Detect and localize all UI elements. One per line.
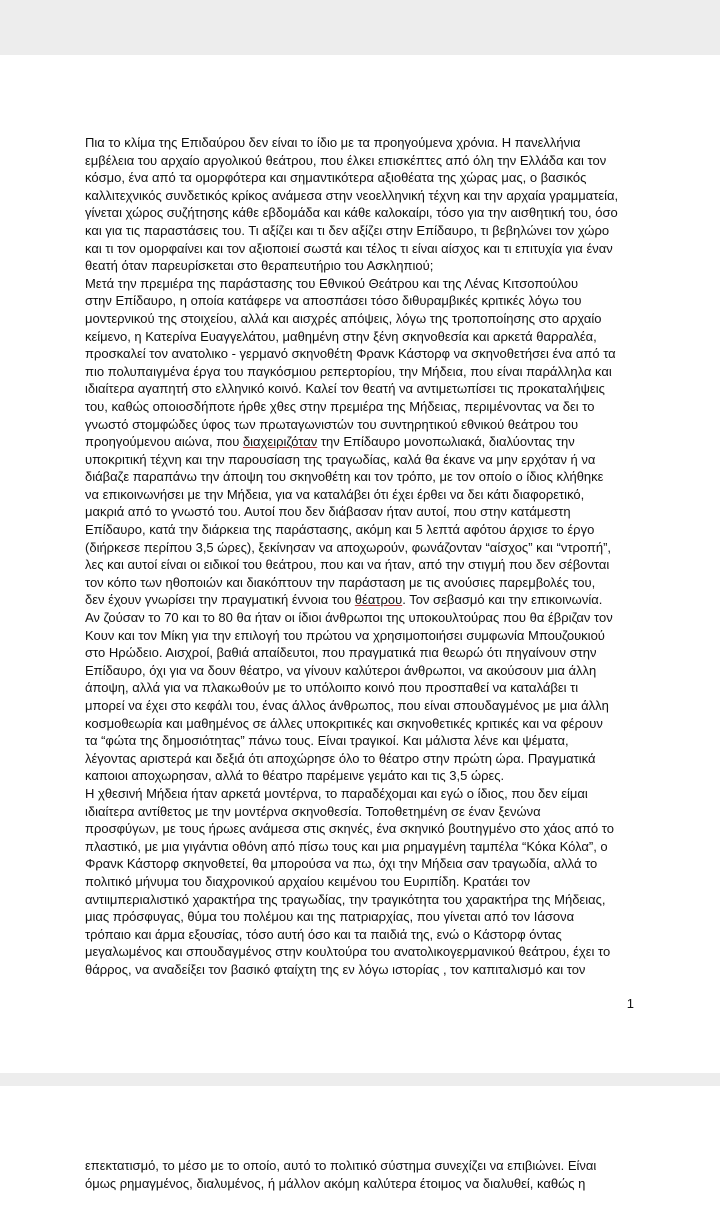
document-page-2 [0, 1086, 720, 1226]
page-number: 1 [626, 996, 634, 1011]
text-line: άποψη, αλλά για να πλακωθούν με το υπόλοιπο κοινό που προσπαθεί να καταλάβει τι [85, 680, 579, 696]
text-line: μακριά από το γνωστό του. Αυτοί που δεν διάβασαν ήταν αυτοί, που στην κατάμεστη [85, 504, 571, 520]
text-line: θάρρος, να αναδείξει τον βασικό φταίχτη της εν λόγω ιστορίας , τον καπιταλισμό και τον [85, 961, 586, 977]
spellcheck-underline: θέατρου [354, 592, 403, 608]
text-line: ιδιαίτερα αντίθετος με την μοντέρνα σκηνοθεσία. Τοποθετημένη σε έναν ξενώνα [85, 803, 541, 819]
text-line: προσφύγων, με τους ήρωες ανάμεσα στις σκηνές, ένα σκηνικό βουτηγμένο στο χάος από το [85, 821, 614, 837]
text-line: Πια το κλίμα της Επιδαύρου δεν είναι το ίδιο με τα προηγούμενα χρόνια. Η πανελλήνια [85, 135, 581, 150]
text-line: αντιιμπεριαλιστικό χαρακτήρα της τραγωδίας, την τραγικότητα του χαρακτήρα της Μήδειας, [85, 891, 606, 907]
text-line: να επικοινωνήσει με την Μήδεια, για να καταλάβει ότι έχει έρθει να δει κάτι διαφορετικό, [85, 486, 585, 502]
text-line: του, καθώς οποιοσδήποτε ήρθε χθες στην πρεμιέρα της Μήδειας, περιμένοντας να δει το [85, 398, 595, 414]
text-line: επεκτατισμό, το μέσο με το οποίο, αυτό το πολιτικό σύστημα συνεχίζει να επιβιώνει. Είναι [85, 1158, 597, 1173]
text-line: Μετά την πρεμιέρα της παράστασης του Εθνικού Θεάτρου και της Λένας Κιτσοπούλου [85, 275, 579, 291]
text-line: στο Ηρώδειο. Αισχροί, βαθιά απαίδευτοι, που πραγματικά πια θεωρώ ότι πηγαίνουν στην [85, 645, 597, 661]
text-line: και για τις παραστάσεις του. Τι αξίζει και τι δεν αξίζει στην Επίδαυρο, τι βεβηλώνει τον χώρο [85, 222, 610, 238]
text-line: κείμενο, η Κατερίνα Ευαγγελάτου, μαθημένη στην ξένη σκηνοθεσία και αρκετά θαρραλέα, [85, 328, 597, 344]
text-line: δεν έχουν γνωρίσει την πραγματική έννοια του θέατρου. Τον σεβασμό και την επικοινωνία. [85, 592, 603, 608]
text-line: στην Επίδαυρο, η οποία κατάφερε να αποσπάσει τόσο διθυραμβικές κριτικές λόγω του [85, 293, 582, 309]
text-line: θεατή όταν παρευρίσκεται στο θεραπευτήριο του Ασκληπιού; [85, 258, 434, 274]
text-line: μπορεί να έχει στο κεφάλι του, ένας άλλος άνθρωπος, που είναι σπουδαγμένος με μια άλλη [85, 698, 609, 713]
text-line: προσκαλεί τον ανατολικο - γερμανό σκηνοθέτη Φρανκ Κάστορφ να σκηνοθετήσει ένα από τα [85, 346, 616, 362]
text-line: τα “φώτα της δημοσιότητας” πάνω τους. Είναι τραγικοί. Και μάλιστα λένε και ψέματα, [85, 733, 569, 749]
text-line: τον κόπο των ηθοποιών και διακόπτουν την παράσταση με τις ανούσιες παρεμβολές του, [85, 574, 596, 590]
text-line: καλλιτεχνικός συνδετικός κρίκος ανάμεσα στην νεοελληνική τέχνη και την αρχαία γραμματεία, [85, 187, 619, 203]
text-line: πολιτικό μήνυμα του διαχρονικού αρχαίου κειμένου του Ευριπίδη. Κρατάει τον [85, 873, 531, 889]
text-line: Κουν και τον Μίκη για την επιλογή του πρώτου να χρησιμοποιήσει συμφωνία Μπουζουκιού [85, 627, 605, 643]
text-line: Επίδαυρο, κατά την διάρκεια της παράστασης, ακόμη και 5 λεπτά αφότου άρχισε το έργο [85, 522, 595, 538]
text-line: κοσμοθεωρία και μαθημένος σε άλλες υποκριτικές και σκηνοθετικές κριτικές και να φέρουν [85, 715, 603, 731]
text-line: υποκριτική τέχνη και την παρουσίαση της τραγωδίας, καλά θα έκανε να μην ερχόταν ή να [85, 451, 596, 467]
text-line: διάβαζε παραπάνω την άποψη του σκηνοθέτη και τον τρόπο, με τον οποίο ο ίδιος κλήθηκε [85, 469, 604, 485]
text-line: και τι τον ομορφαίνει και τον αξιοποιεί σωστά και τέλος τι είναι αίσχος και τι επιτυχία για έναν [85, 240, 613, 256]
text-line: προηγούμενου αιώνα, που διαχειριζόταν την Επίδαυρο μονοπωλιακά, διαλύοντας την [85, 434, 575, 450]
text-line: μοντερνικού της στοιχείου, αλλά και αισχρές απόψεις, λόγω της τροποποίησης στο αρχαίο [85, 310, 602, 326]
text-line: γίνεται χώρος συζήτησης κάθε εβδομάδα και κάθε καλοκαίρι, τόσο για την αισθητική του, όσο [85, 205, 618, 221]
text-line: μιας πρόσφυγας, θύμα του πολέμου και της πατριαρχίας, που γίνεται από τον Ιάσονα [85, 909, 575, 925]
text-line: όμως ρημαγμένος, διαλυμένος, ή μάλλον ακόμη καλύτερα έτοιμος να διαλυθεί, καθώς η [85, 1175, 586, 1191]
text-line: λέγοντας αριστερά και δεξιά ότι αποχώρησε όλο το θέατρο στην πρώτη ώρα. Πραγματικά [85, 750, 596, 766]
page-1-body-text [85, 134, 665, 979]
text-line: κόσμο, ένα από τα ομορφότερα και σημαντικότερα αξιοθέατα της χώρας μας, ο βασικός [85, 170, 587, 186]
text-line: εμβέλεια του αρχαίο αργολικού θεάτρου, που έλκει επισκέπτες από όλη την Ελλάδα και τον [85, 152, 607, 168]
text-line: Φρανκ Κάστορφ σκηνοθετεί, θα μπορούσα να πω, όχι την Μήδεια σαν τραγωδία, αλλά το [85, 856, 598, 872]
text-line: λες και αυτοί είναι οι ειδικοί του θεάτρου, που και να ήταν, από την στιγμή που δεν σέβονται [85, 557, 610, 573]
text-line: καποιοι αποχωρησαν, αλλά το θέατρο παρέμεινε γεμάτο και τις 3,5 ώρες. [85, 768, 505, 784]
document-page-1 [0, 55, 720, 1073]
text-line: πλαστικό, με μια γιγάντια οθόνη από πίσω τους και μια ρημαγμένη ταμπέλα “Κόκα Κόλα”, ο [85, 838, 608, 854]
text-line: (διήρκεσε περίπου 3,5 ώρες), ξεκίνησαν να αποχωρούν, φωνάζονταν “αίσχος” και “ντροπή”, [85, 539, 612, 555]
text-line: ιδιαίτερα αγαπητή στο ελληνικό κοινό. Καλεί τον θεατή να αντιμετωπίσει τις προκαταλήψεις [85, 381, 605, 397]
spellcheck-underline: διαχειριζόταν [242, 434, 318, 450]
page-2-body-text [85, 1157, 665, 1192]
text-line: γνωστό στομφώδες ύφος των πρωταγωνιστών του συντηρητικού εθνικού θεάτρου του [85, 416, 579, 432]
text-line: πιο πολυπαιγμένα έργα του παγκόσμιου ρεπερτορίου, την Μήδεια, που είναι παράλληλα και [85, 363, 612, 379]
text-line: τρόπαιο και άρμα εξουσίας, τόσο αυτή όσο και τα παιδιά της, ενώ ο Κάστορφ όντας [85, 926, 562, 942]
text-line: Αν ζούσαν το 70 και το 80 θα ήταν οι ίδιοι άνθρωποι της υποκουλτούρας που θα έβριζαν τον [85, 610, 613, 626]
text-line: μεγαλωμένος και σπουδαγμένος στην κουλτούρα του ανατολικογερμανικού θεάτρου, έχει το [85, 944, 611, 960]
text-line: Η χθεσινή Μήδεια ήταν αρκετά μοντέρνα, το παραδέχομαι και εγώ ο ίδιος, που δεν είμαι [85, 785, 588, 801]
text-line: Επίδαυρο, όχι για να δουν θέατρο, να γίνουν καλύτεροι άνθρωποι, να ακούσουν μια άλλη [85, 662, 597, 678]
